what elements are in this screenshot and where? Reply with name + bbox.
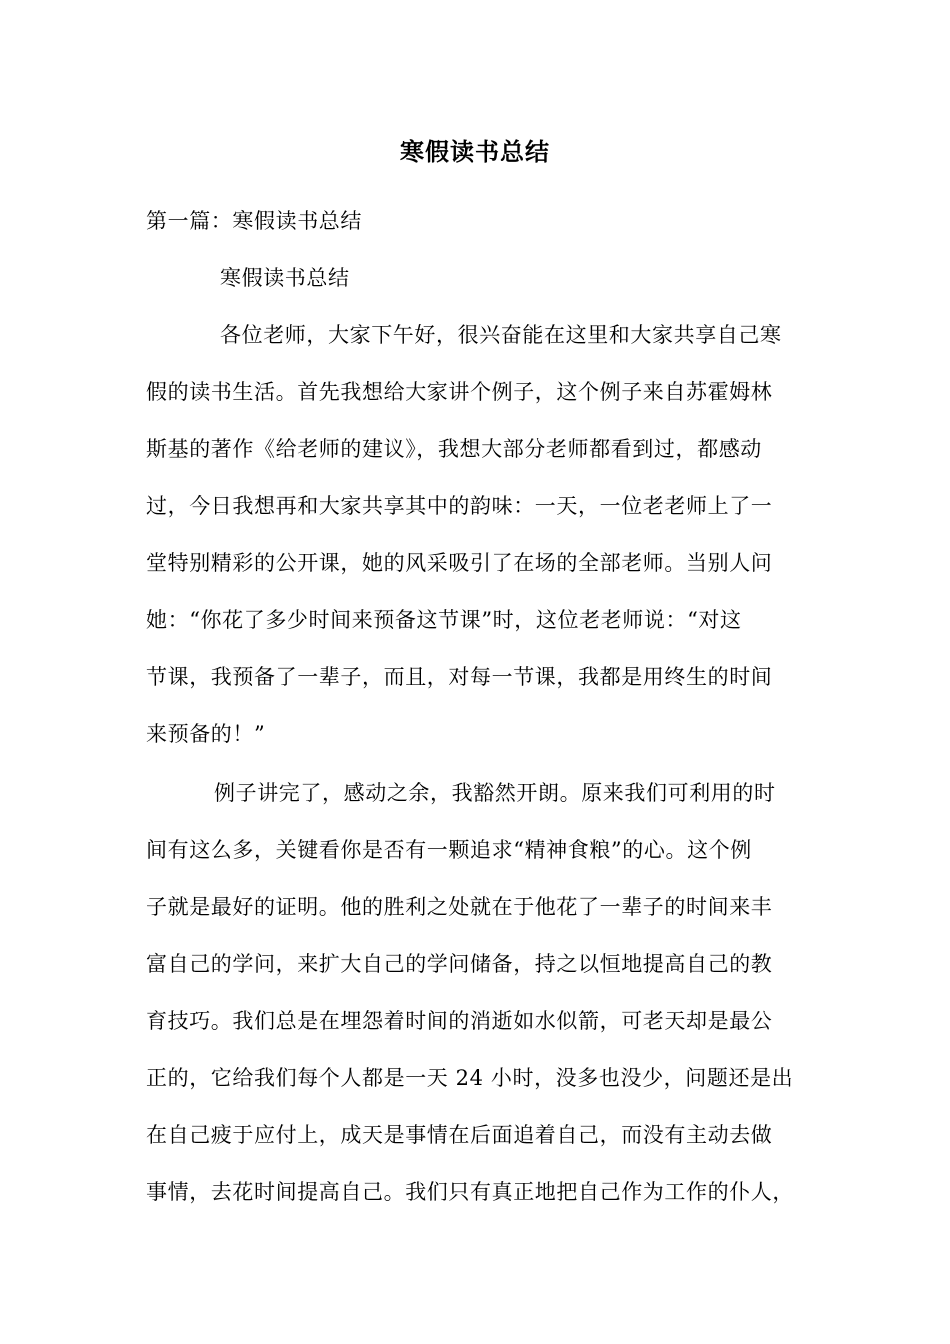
paragraph-line: 事情，去花时间提高自己。我们只有真正地把自己作为工作的仆人，	[146, 1180, 794, 1204]
paragraph-line: 她：“你花了多少时间来预备这节课”时，这位老老师说：“对这	[146, 608, 742, 632]
paragraph-line: 在自己疲于应付上，成天是事情在后面追着自己，而没有主动去做	[146, 1123, 773, 1147]
paragraph-line: 假的读书生活。首先我想给大家讲个例子，这个例子来自苏霍姆林	[146, 380, 773, 404]
paragraph-line: 节课，我预备了一辈子，而且，对每一节课，我都是用终生的时间	[146, 665, 773, 689]
paragraph-line: 育技巧。我们总是在埋怨着时间的消逝如水似箭，可老天却是最公	[146, 1009, 773, 1033]
paragraph-line: 子就是最好的证明。他的胜利之处就在于他花了一辈子的时间来丰	[146, 895, 773, 919]
section-heading: 第一篇：寒假读书总结	[146, 209, 362, 233]
paragraph-line: 来预备的！”	[146, 722, 266, 746]
paragraph-line: 过，今日我想再和大家共享其中的韵味：一天，一位老老师上了一	[146, 494, 773, 518]
paragraph-line: 斯基的著作《给老师的建议》，我想大部分老师都看到过，都感动	[146, 437, 762, 461]
paragraph-line: 间有这么多，关键看你是否有一颗追求“精神食粮”的心。这个例	[146, 838, 752, 862]
paragraph-line: 例子讲完了，感动之余，我豁然开朗。原来我们可利用的时	[214, 781, 776, 805]
paragraph-line: 富自己的学问，来扩大自己的学问储备，持之以恒地提高自己的教	[146, 952, 773, 976]
paragraph-line: 正的，它给我们每个人都是一天 24 小时，没多也没少，问题还是出	[146, 1066, 794, 1090]
section-subheading: 寒假读书总结	[220, 266, 350, 290]
paragraph-line: 堂特别精彩的公开课，她的风采吸引了在场的全部老师。当别人问	[146, 551, 773, 575]
paragraph-line: 各位老师，大家下午好，很兴奋能在这里和大家共享自己寒	[220, 323, 782, 347]
document-title: 寒假读书总结	[400, 137, 550, 166]
